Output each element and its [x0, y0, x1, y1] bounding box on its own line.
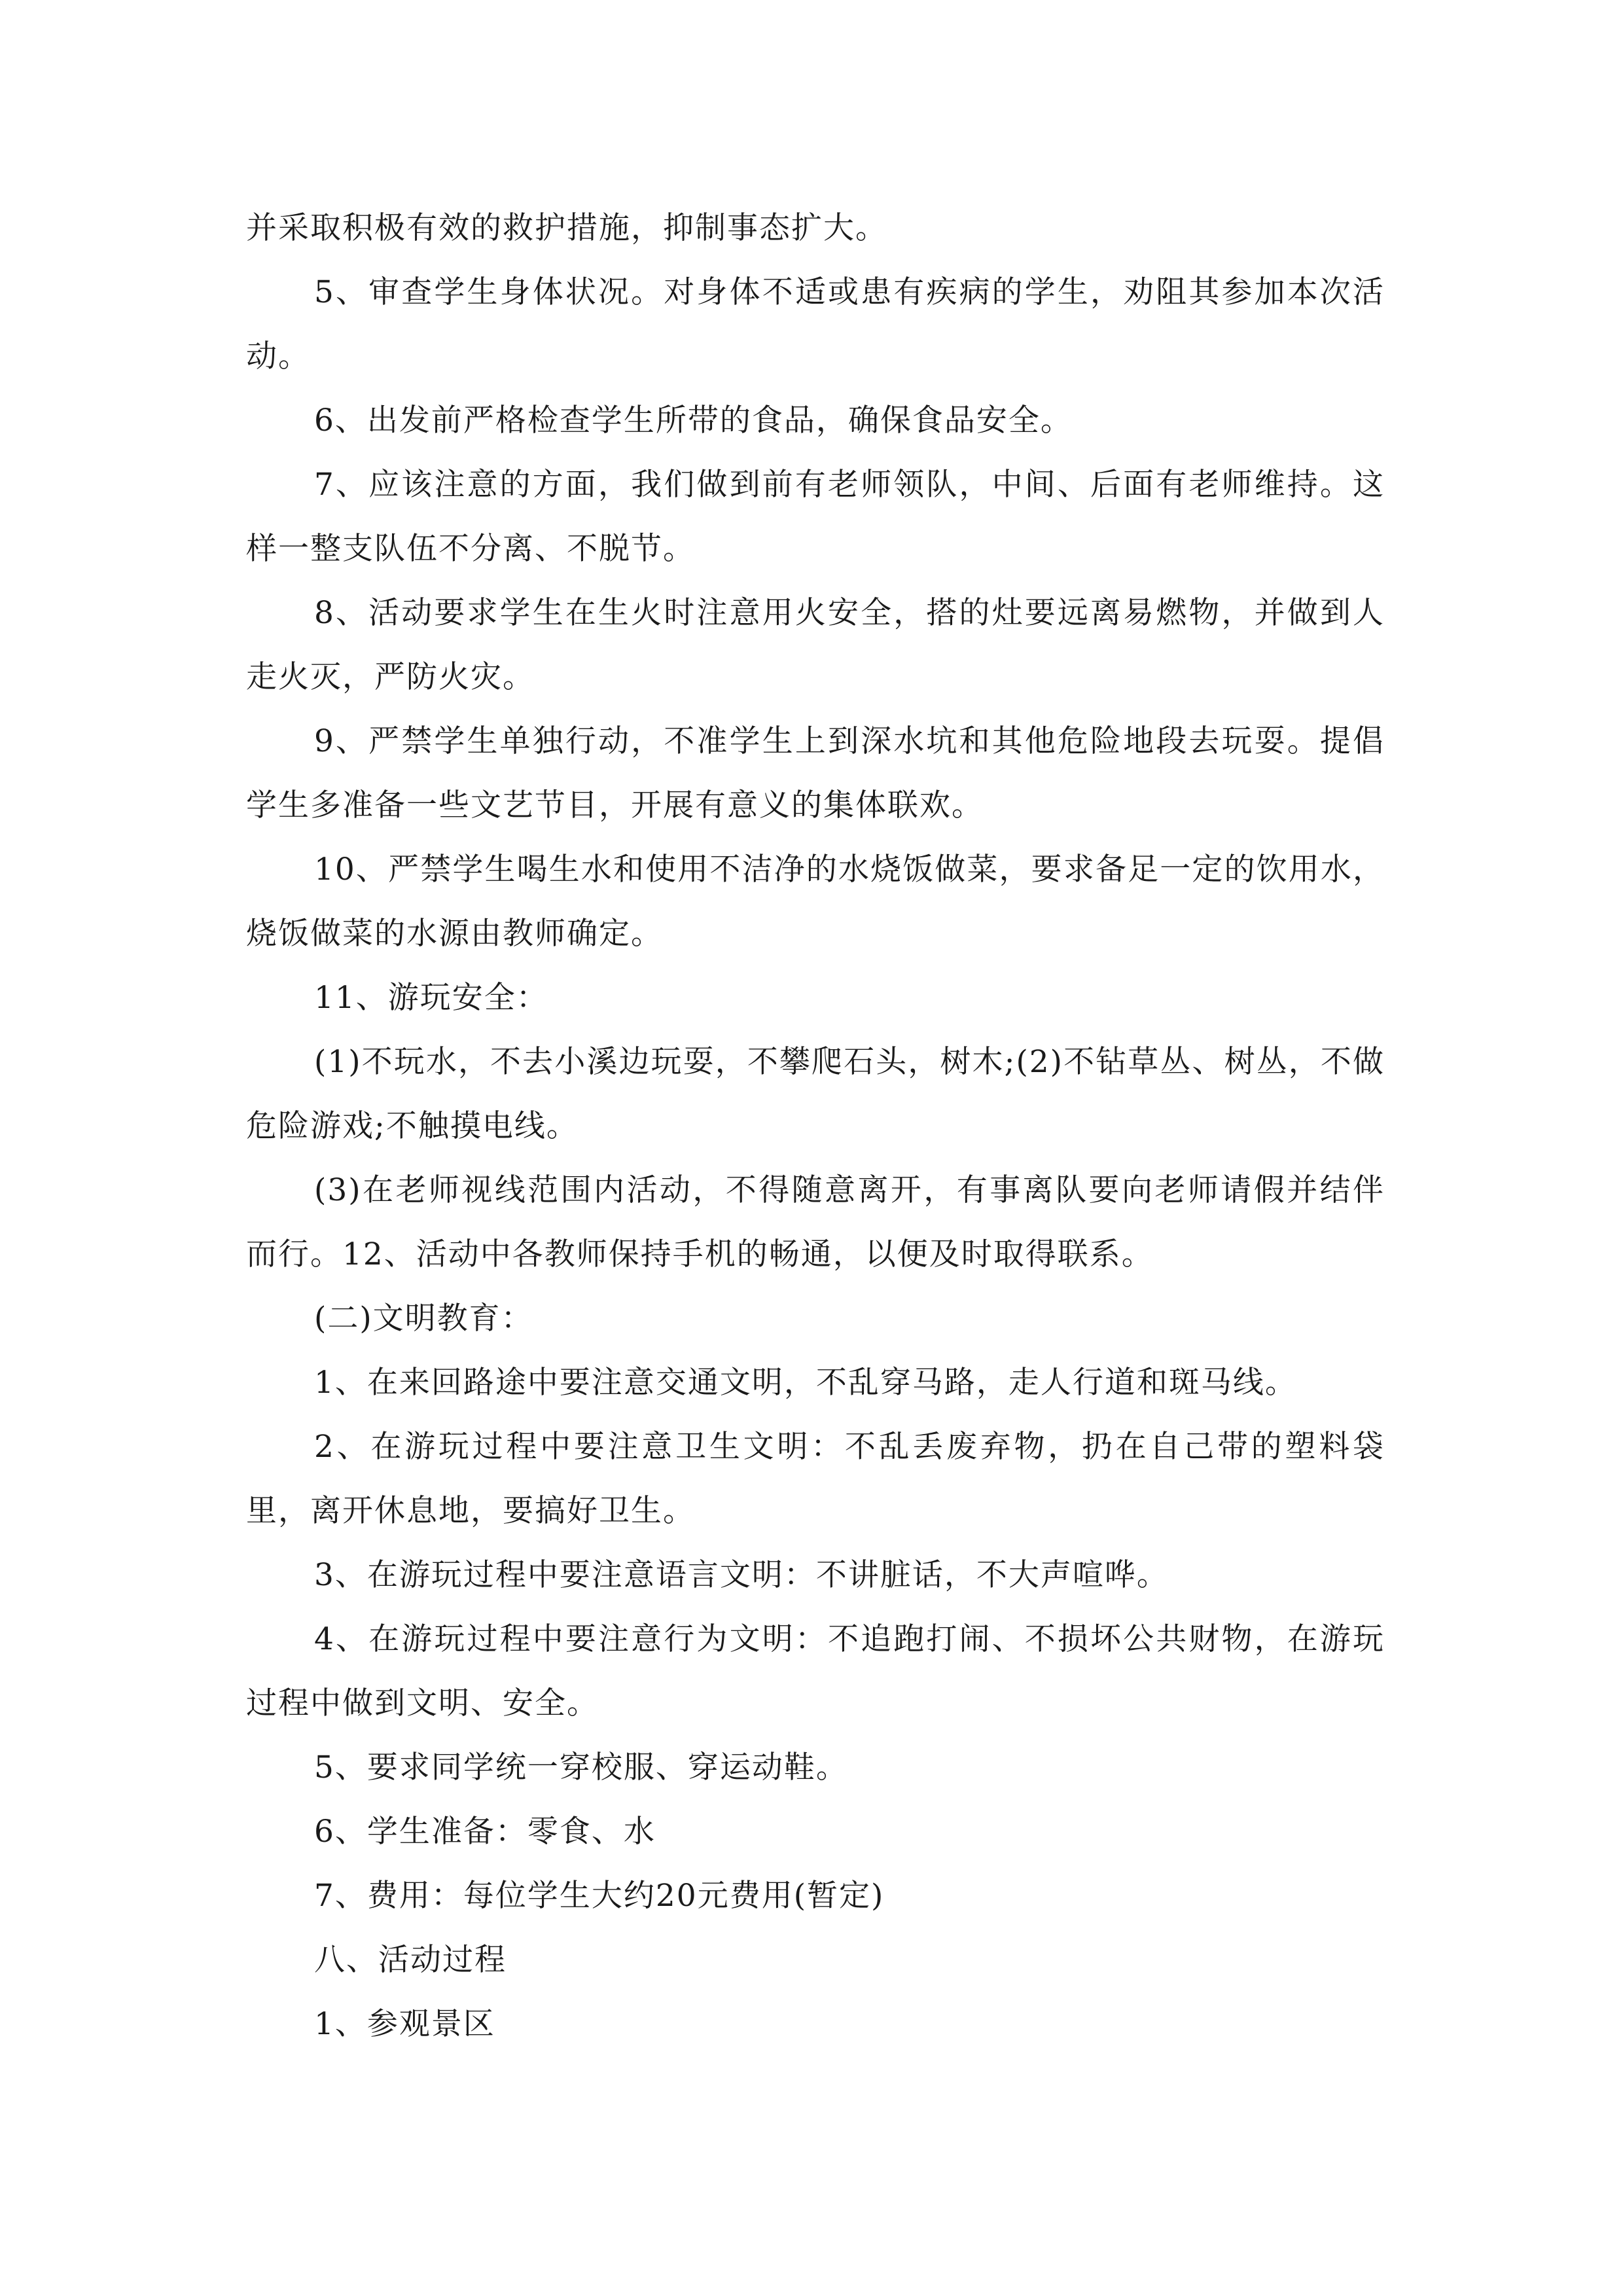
paragraph-civility-7-fee: 7、费用：每位学生大约20元费用(暂定)	[314, 1878, 885, 1914]
paragraph-item-11-play-safety: 11、游玩安全：	[314, 980, 548, 1016]
paragraph-civility-6-supplies: 6、学生准备：零食、水	[314, 1814, 656, 1850]
paragraph-play-rules-3-and-item-12: (3)在老师视线范围内活动，不得随意离开，有事离队要向老师请假并结伴而行。12、活动中各教师保持手机的畅通，以便及时取得联系。	[246, 1172, 1385, 1272]
section-heading-activity-process: 八、活动过程	[314, 1942, 507, 1978]
paragraph-play-rules-1-2: (1)不玩水，不去小溪边玩耍，不攀爬石头，树木;(2)不钻草丛、树丛，不做危险游戏;不触摸电线。	[246, 1044, 1385, 1144]
paragraph-civility-4-behavior: 4、在游玩过程中要注意行为文明：不追跑打闹、不损坏公共财物，在游玩过程中做到文明、安全。	[246, 1621, 1385, 1721]
paragraph-item-6-food-check: 6、出发前严格检查学生所带的食品，确保食品安全。	[314, 403, 1073, 439]
paragraph-civility-2-hygiene: 2、在游玩过程中要注意卫生文明：不乱丢废弃物，扔在自己带的塑料袋里，离开休息地，要搞好卫生。	[246, 1429, 1385, 1529]
paragraph-item-10-water: 10、严禁学生喝生水和使用不洁净的水烧饭做菜，要求备足一定的饮用水，烧饭做菜的水源由教师确定。	[246, 852, 1385, 952]
paragraph-civility-1-traffic: 1、在来回路途中要注意交通文明，不乱穿马路，走人行道和斑马线。	[314, 1365, 1297, 1401]
document-page	[246, 196, 1385, 2056]
paragraph-item-7-team-order: 7、应该注意的方面，我们做到前有老师领队，中间、后面有老师维持。这样一整支队伍不分离、不脱节。	[246, 467, 1385, 567]
paragraph-process-1-visit: 1、参观景区	[314, 2006, 495, 2042]
section-heading-civility: (二)文明教育：	[314, 1300, 533, 1336]
paragraph-item-5-health-check: 5、审查学生身体状况。对身体不适或患有疾病的学生，劝阻其参加本次活动。	[246, 274, 1385, 374]
paragraph-item-9-no-solo: 9、严禁学生单独行动，不准学生上到深水坑和其他危险地段去玩耍。提倡学生多准备一些文艺节目，开展有意义的集体联欢。	[246, 723, 1385, 823]
paragraph-civility-3-language: 3、在游玩过程中要注意语言文明：不讲脏话，不大声喧哗。	[314, 1557, 1169, 1593]
paragraph-civility-5-uniform: 5、要求同学统一穿校服、穿运动鞋。	[314, 1749, 848, 1785]
paragraph-item-8-fire-safety: 8、活动要求学生在生火时注意用火安全，搭的灶要远离易燃物，并做到人走火灭，严防火灾。	[246, 595, 1385, 695]
paragraph-rescue-measures: 并采取积极有效的救护措施，抑制事态扩大。	[246, 210, 887, 246]
